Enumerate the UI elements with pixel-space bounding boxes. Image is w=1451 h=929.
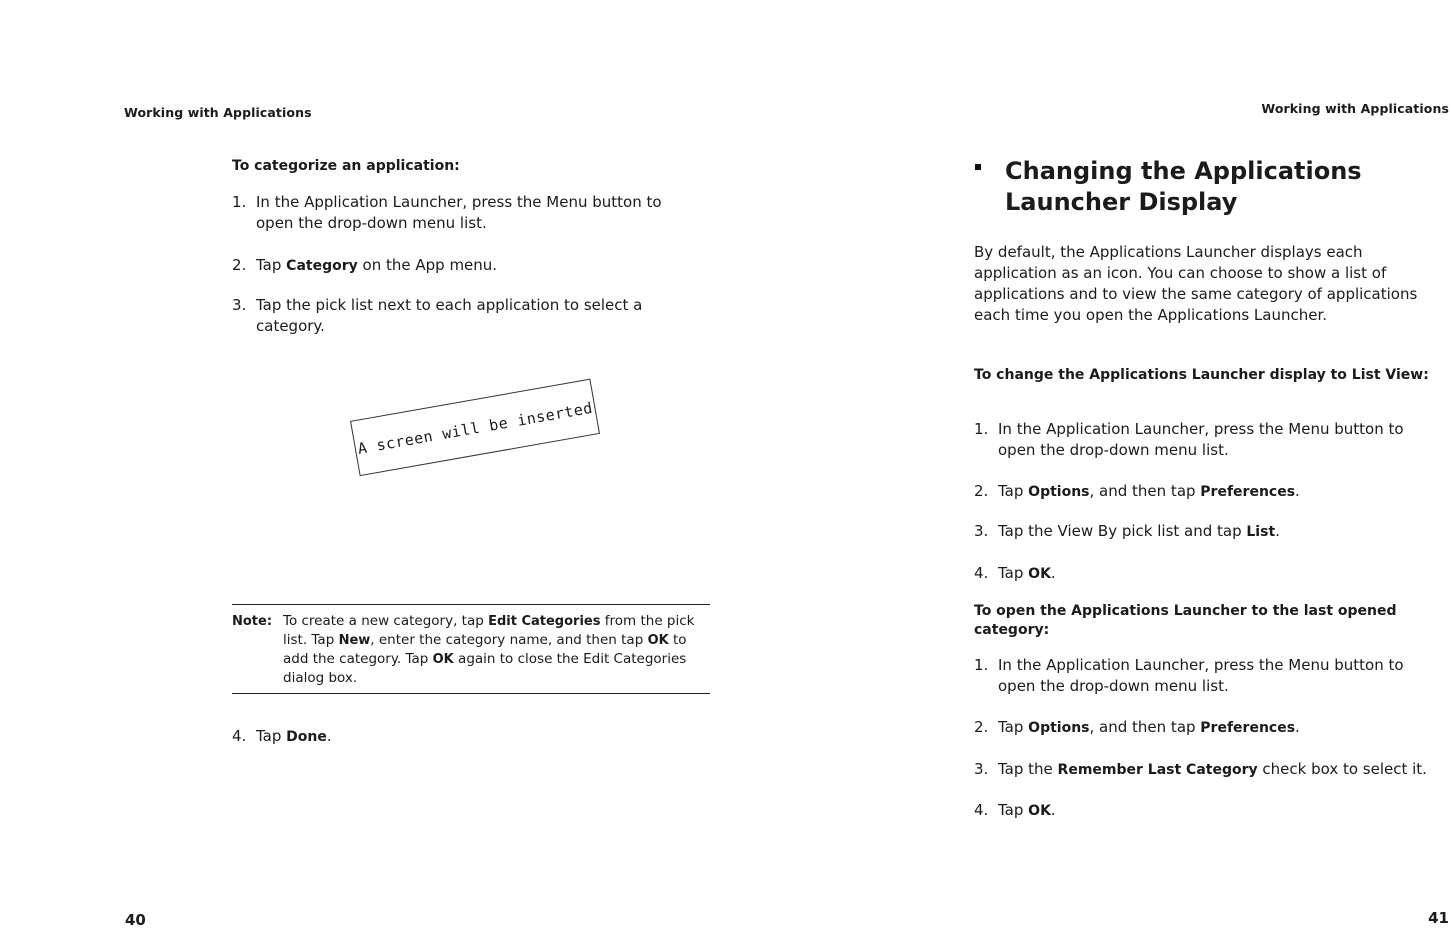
page-number-right: 41 — [1428, 909, 1449, 927]
running-header-right: Working with Applications — [1261, 101, 1449, 116]
last-category-step-4: 4. Tap OK. — [974, 801, 1056, 819]
note-top-rule — [232, 604, 710, 605]
step-3: 3. Tap the pick list next to each application to select a category. — [232, 296, 643, 335]
running-header-left: Working with Applications — [124, 105, 312, 120]
list-view-step-3: 3. Tap the View By pick list and tap List. — [974, 522, 1280, 540]
last-category-step-3: 3. Tap the Remember Last Category check box to select it. — [974, 760, 1427, 778]
note-label: Note: — [232, 614, 273, 629]
list-view-step-4: 4. Tap OK. — [974, 564, 1056, 582]
section-bullet-icon — [975, 164, 981, 170]
section-title: Changing the Applications Launcher Display — [1005, 157, 1362, 216]
note-block — [232, 612, 710, 688]
page-number-left: 40 — [125, 911, 146, 929]
step-1: 1. In the Application Launcher, press the Menu button to open the drop-down menu list. — [232, 193, 662, 232]
procedure-title-last-category: To open the Applications Launcher to the last opened category: — [974, 603, 1397, 638]
last-category-step-2: 2. Tap Options, and then tap Preferences. — [974, 718, 1300, 736]
note-text: To create a new category, tap Edit Categories from the pick list. Tap New, enter the category name, and then tap OK to add the category. Tap OK again to close the Edit Categories dialog box. — [283, 613, 695, 686]
step-4: 4. Tap Done. — [232, 727, 332, 745]
screen-placeholder-stamp: A screen will be inserted — [350, 379, 600, 477]
intro-paragraph: By default, the Applications Launcher displays each application as an icon. You can choose to show a list of applications and to view the same category of applications each time you open the Applications Launcher. — [974, 243, 1418, 324]
procedure-title-list-view: To change the Applications Launcher display to List View: — [974, 367, 1429, 383]
list-view-step-1: 1. In the Application Launcher, press the Menu button to open the drop-down menu list. — [974, 420, 1404, 459]
last-category-step-1: 1. In the Application Launcher, press the Menu button to open the drop-down menu list. — [974, 656, 1404, 695]
procedure-title: To categorize an application: — [232, 158, 460, 174]
step-2: 2. Tap Category on the App menu. — [232, 256, 498, 274]
note-bottom-rule — [232, 693, 710, 694]
list-view-step-2: 2. Tap Options, and then tap Preferences. — [974, 482, 1300, 500]
